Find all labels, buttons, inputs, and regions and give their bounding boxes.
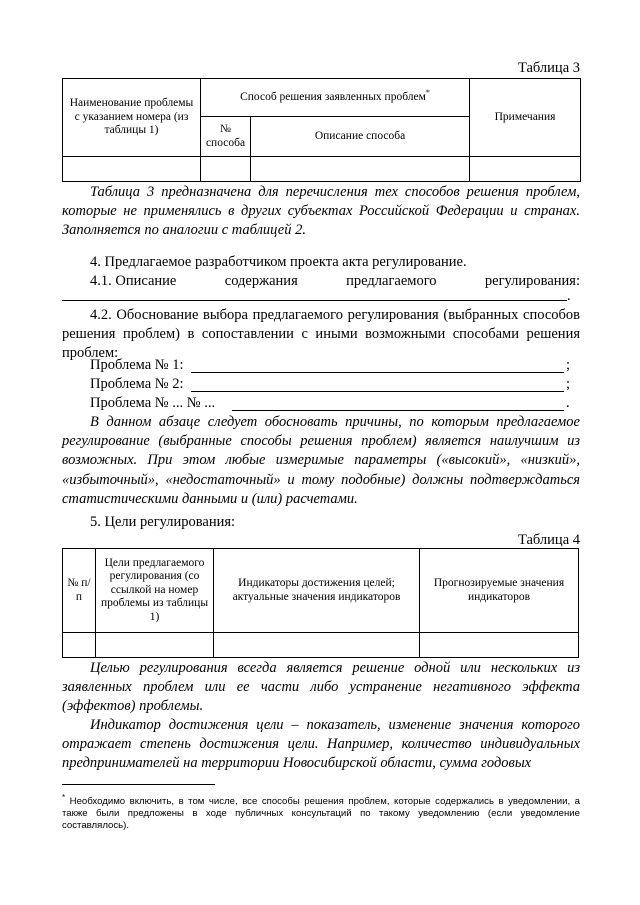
- table3-header-method-no: № способа: [201, 117, 251, 157]
- section5-heading: 5. Цели регулирования:: [90, 514, 236, 530]
- table4-header-goals: Цели предлагаемого регулирования (со ссылкой на номер проблемы из таблицы 1): [96, 549, 214, 633]
- table3-cell: [63, 157, 201, 182]
- item1-fill-line: [62, 300, 567, 301]
- section5-para2: Индикатор достижения цели – показатель, изменение значения которого отражает степень достижения цели. Например, количество индивидуальных предпринимателей на территории Новосибирской области, сумма годовых: [62, 717, 580, 772]
- table4-cell: [214, 633, 420, 658]
- footnote-separator: [62, 784, 215, 785]
- item1-end: .: [567, 288, 571, 304]
- section5-para1: Целью регулирования всегда является решение одной или нескольких из заявленных проблем или ее части либо устранение негативного эффекта (эффектов) проблемы.: [62, 660, 580, 715]
- footnote-text: Необходимо включить, в том числе, все способы решения проблем, которые содержались в уведомлении, а также были предложены в ходе публичных консультаций по такому уведомлению (если уведомление составлялось).: [62, 796, 581, 832]
- problem-2-label: Проблема № 2:: [90, 376, 184, 392]
- problem-2-line: [191, 391, 564, 392]
- table4-header-no: № п/п: [63, 549, 96, 633]
- section4-guidance: В данном абзаце следует обосновать причины, по которым предлагаемое регулирование (выбранные способы решения проблем) является наилучшим из возможных. При этом любые измеримые параметры («высокий», «низкий», «избыточный», «недостаточный» и тому подобные) должны подтверждаться статистическими данными и (или) расчетами.: [62, 414, 580, 507]
- section4-item1: 4.1. Описание содержания предлагаемого регулирования:: [90, 273, 580, 289]
- problem-1-end: ;: [566, 357, 571, 373]
- table3-header-name: Наименование проблемы с указанием номера (из таблицы 1): [63, 79, 201, 157]
- section4-heading: 4. Предлагаемое разработчиком проекта акта регулирование.: [90, 254, 467, 270]
- problem-n-line: [232, 410, 564, 411]
- problem-2-end: ;: [566, 376, 571, 392]
- table3-header-notes: Примечания: [470, 79, 581, 157]
- problem-1-label: Проблема № 1:: [90, 357, 184, 373]
- table3-header-method: Способ решения заявленных проблем*: [201, 79, 470, 117]
- table4-cell: [63, 633, 96, 658]
- table4-cell: [96, 633, 214, 658]
- table4-cell: [420, 633, 579, 658]
- table3: [62, 78, 581, 182]
- table4: [62, 548, 579, 658]
- table4-caption: Таблица 4: [517, 532, 580, 548]
- table3-header-method-desc: Описание способа: [251, 117, 470, 157]
- section4-item2: 4.2. Обоснование выбора предлагаемого регулирования (выбранных способов решения проблем) в сопоставлении с иными возможными способами решения проблем:: [62, 307, 580, 362]
- table3-caption: Таблица 3: [517, 60, 580, 76]
- table3-note: Таблица 3 предназначена для перечисления тех способов решения проблем, которые не применялись в других субъектах Российской Федерации и странах. Заполняется по аналогии с таблицей 2.: [62, 184, 580, 239]
- table4-header-indicators: Индикаторы достижения целей; актуальные значения индикаторов: [214, 549, 420, 633]
- table4-header-forecast: Прогнозируемые значения индикаторов: [420, 549, 579, 633]
- footnote-marker: *: [425, 87, 430, 97]
- table3-cell: [470, 157, 581, 182]
- problem-n-label: Проблема № ... № ...: [90, 395, 216, 411]
- footnote-marker: *: [62, 792, 66, 802]
- table3-cell: [201, 157, 251, 182]
- problem-1-line: [191, 372, 564, 373]
- table3-cell: [251, 157, 470, 182]
- problem-n-end: .: [566, 395, 570, 411]
- footnote: [62, 792, 581, 833]
